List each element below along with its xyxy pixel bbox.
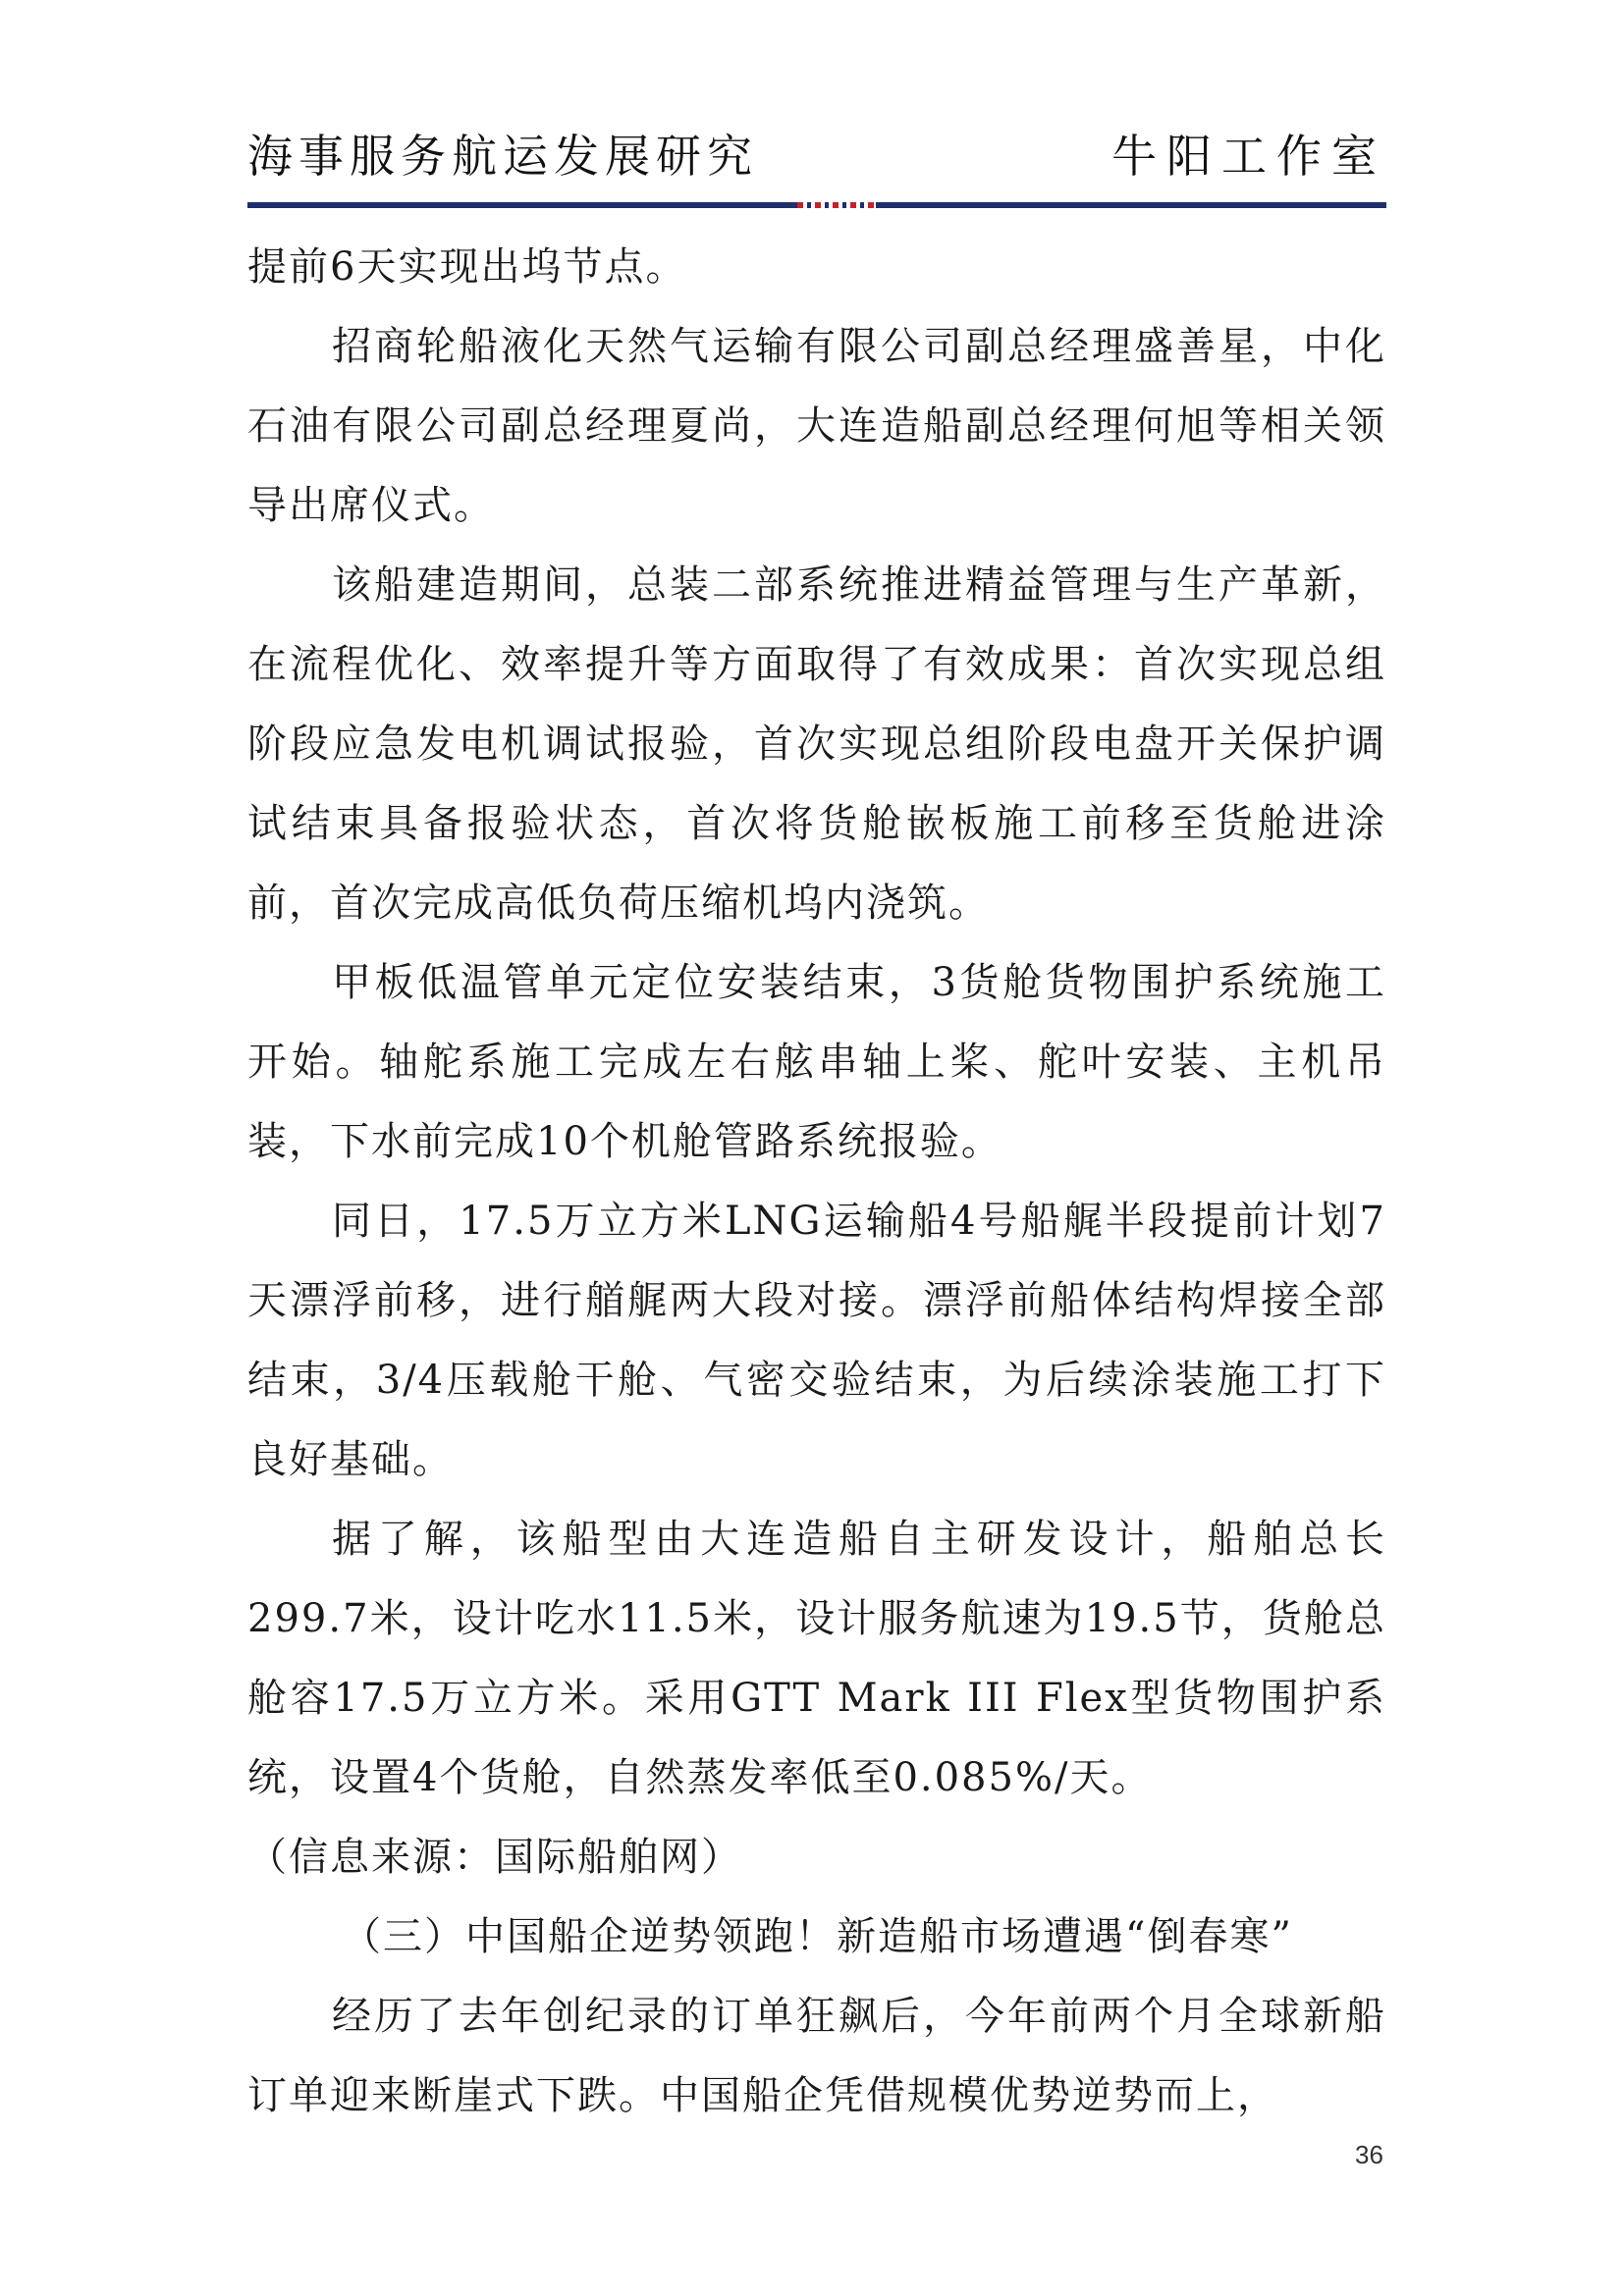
header-divider — [247, 202, 1386, 208]
source-note: （信息来源：国际船舶网） — [247, 1835, 742, 1880]
paragraph: 招商轮船液化天然气运输有限公司副总经理盛善星，中化石油有限公司副总经理夏尚，大连造船副总经理何旭等相关领导出席仪式。 — [247, 324, 1386, 528]
paragraph: 同日，17.5万立方米LNG运输船4号船艉半段提前计划7天漂浮前移，进行艏艉两大段对接。漂浮前船体结构焊接全部结束，3/4压载舱干舱、气密交验结束，为后续涂装施工打下良好基础。 — [247, 1199, 1386, 1482]
page-header — [247, 126, 1386, 187]
paragraph: 经历了去年创纪录的订单狂飙后，今年前两个月全球新船订单迎来断崖式下跌。中国船企凭借规模优势逆势而上， — [247, 1994, 1386, 2118]
paragraph: 据了解，该船型由大连造船自主研发设计，船舶总长299.7米，设计吃水11.5米，设计服务航速为19.5节，货舱总舱容17.5万立方米。采用GTT Mark III Flex型货物围护系统，设置4个货舱，自然蒸发率低至0.085%/天。 — [247, 1517, 1386, 1800]
paragraph: 该船建造期间，总装二部系统推进精益管理与生产革新，在流程优化、效率提升等方面取得了有效成果：首次实现总组阶段应急发电机调试报验，首次实现总组阶段电盘开关保护调试结束具备报验状态，首次将货舱嵌板施工前移至货舱进涂前，首次完成高低负荷压缩机坞内浇筑。 — [247, 562, 1386, 926]
paragraph-continuation: 提前6天实现出坞节点。 — [247, 244, 687, 290]
body-text — [247, 228, 1386, 2136]
page-number: 36 — [1355, 2140, 1383, 2169]
section-heading: （三）中国船企逆势领跑！新造船市场遭遇“倒春寒” — [342, 1914, 1293, 1959]
paragraph: 甲板低温管单元定位安装结束，3货舱货物围护系统施工开始。轴舵系施工完成左右舷串轴上桨、舵叶安装、主机吊装，下水前完成10个机舱管路系统报验。 — [247, 960, 1386, 1164]
header-right-title: 牛阳工作室 — [1111, 130, 1386, 183]
header-left-title: 海事服务航运发展研究 — [247, 130, 758, 183]
